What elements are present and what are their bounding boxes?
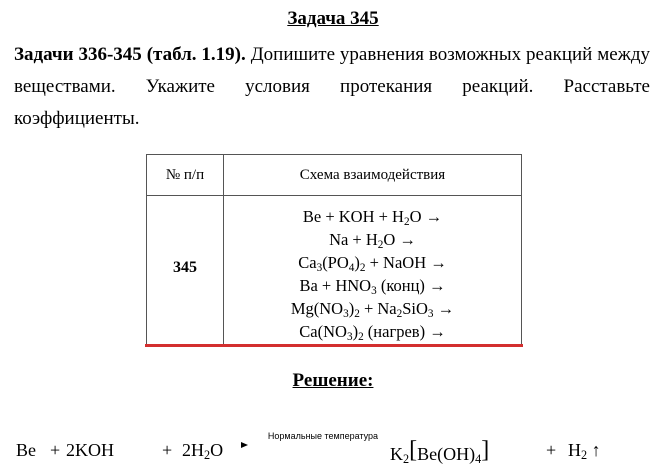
answer-plus: + (162, 440, 173, 460)
task-text: Допишите уравнения возможных реакций между веществами. Укажите условия протекания реакций. Расставьте коэффициенты. (14, 44, 651, 129)
task-lead: Задачи 336-345 (табл. 1.19). (14, 44, 246, 65)
reaction-3: $Ca_3(PO_4)_2$ + NaOH → (298, 253, 447, 274)
table-header-scheme: Схема взаимодействия (299, 167, 446, 183)
reaction-1: Be + KOH + $H_2O$ → (302, 207, 443, 228)
answer-plus: + (546, 440, 557, 460)
answer-equation (16, 431, 666, 467)
condition-label: Нормальные температура (267, 431, 379, 441)
reaction-2: $Na + H_2O$ → (329, 230, 416, 251)
task-statement (14, 39, 650, 135)
reactions-table (146, 154, 522, 346)
reaction-4: $Ba + HNO_3$ (конц) → (299, 276, 446, 297)
reaction-6: $Ca(NO_3)_2$ (нагрев) → (299, 322, 446, 343)
page-title: Задача 345 (287, 8, 379, 29)
answer-reactant-koh: 2KOH (66, 440, 114, 460)
answer-product-complex: $K_2[Be(OH)_4]$ (390, 437, 490, 467)
answer-plus: + (50, 440, 61, 460)
reaction-5: $Mg(NO_3)_2 + Na_2SiO_3$ → (290, 299, 455, 320)
answer-reactant-water: $2H_2O$ (182, 440, 224, 463)
solution-heading: Решение: (292, 370, 374, 391)
answer-condition (248, 431, 398, 442)
table-bottom-red-rule (145, 344, 523, 347)
answer-reactant-be: Be (16, 440, 36, 460)
answer-product-hydrogen: $H_2$ ↑ (568, 440, 601, 463)
reaction-schemes (224, 205, 521, 343)
table-header-number: № п/п (165, 167, 205, 183)
table-row-number: 345 (173, 259, 197, 276)
